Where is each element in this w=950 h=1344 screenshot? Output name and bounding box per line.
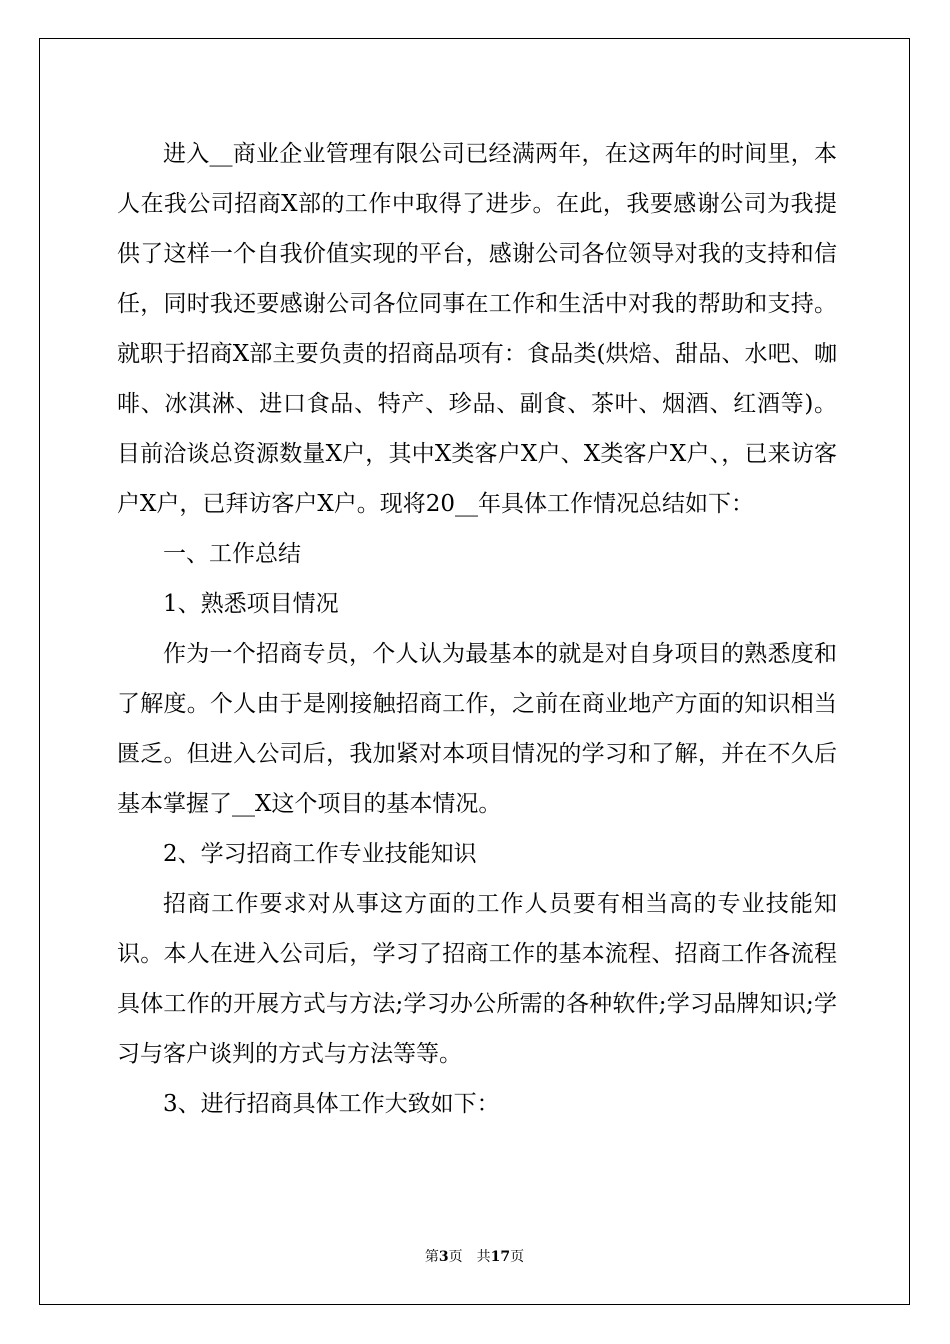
footer-total-number: 17 (490, 1249, 511, 1265)
paragraph-intro: 进入__商业企业管理有限公司已经满两年，在这两年的时间里，本人在我公司招商X部的工作中取得了进步。在此，我要感谢公司为我提供了这样一个自我价值实现的平台，感谢公司各位领导对我的支持和信任，同时我还要感谢公司各位同事在工作和生活中对我的帮助和支持。就职于招商X部主要负责的招商品项有：食品类(烘焙、甜品、水吧、咖啡、冰淇淋、进口食品、特产、珍品、副食、茶叶、烟酒、红酒等)。目前洽谈总资源数量X户，其中X类客户X户、X类客户X户、，已来访客户X户，已拜访客户X户。现将20__年具体工作情况总结如下： (117, 141, 837, 517)
footer-total-prefix: 共 (476, 1249, 491, 1265)
subheading-project-familiarity: 1、熟悉项目情况 (163, 591, 339, 617)
subheading-professional-skills: 2、学习招商工作专业技能知识 (163, 841, 477, 867)
footer-page-suffix: 页 (448, 1249, 463, 1265)
document-body (117, 129, 837, 1129)
page-footer (40, 1247, 909, 1267)
heading-work-summary: 一、工作总结 (163, 541, 301, 567)
footer-page-number: 3 (438, 1249, 449, 1265)
paragraph-project-familiarity: 作为一个招商专员，个人认为最基本的就是对自身项目的熟悉度和了解度。个人由于是刚接触招商工作，之前在商业地产方面的知识相当匮乏。但进入公司后，我加紧对本项目情况的学习和了解，并在不久后基本掌握了__X这个项目的基本情况。 (117, 641, 837, 817)
footer-page-prefix: 第 (424, 1249, 439, 1265)
paragraph-professional-skills: 招商工作要求对从事这方面的工作人员要有相当高的专业技能知识。本人在进入公司后，学习了招商工作的基本流程、招商工作各流程具体工作的开展方式与方法;学习办公所需的各种软件;学习品牌知识;学习与客户谈判的方式与方法等等。 (117, 891, 837, 1067)
document-page (39, 38, 910, 1305)
footer-total-suffix: 页 (510, 1249, 525, 1265)
subheading-specific-work: 3、进行招商具体工作大致如下： (163, 1091, 500, 1117)
